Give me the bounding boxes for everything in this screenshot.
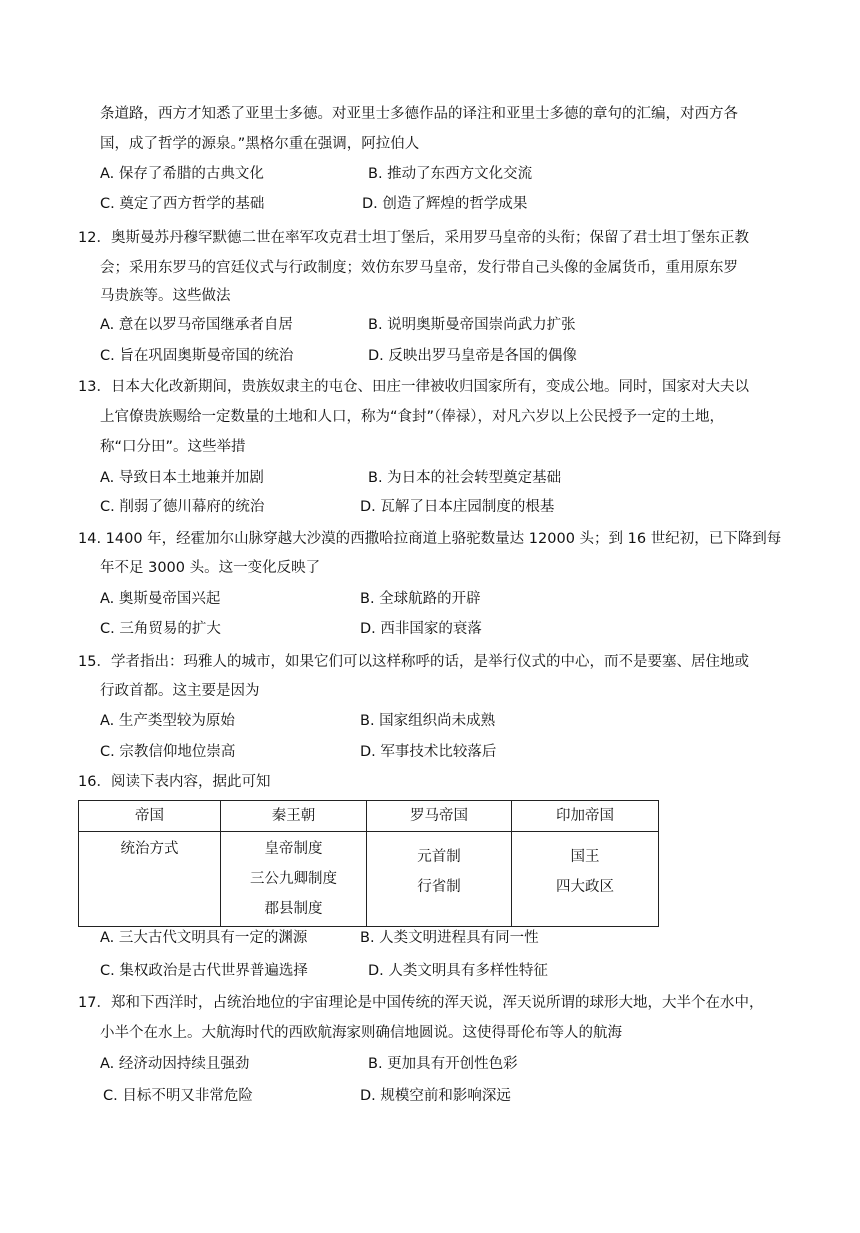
table-row-label bbox=[79, 832, 221, 927]
q14-option-c: C. 三角贸易的扩大 bbox=[100, 621, 221, 637]
q14-option-b: B. 全球航路的开辟 bbox=[360, 591, 481, 607]
q17-option-a: A. 经济动因持续且强劲 bbox=[100, 1056, 250, 1072]
q14-option-a: A. 奥斯曼帝国兴起 bbox=[100, 591, 221, 607]
table-row bbox=[79, 832, 659, 927]
q12-stem-line-1: 12．奥斯曼苏丹穆罕默德二世在率军攻克君士坦丁堡后，采用罗马皇帝的头衔；保留了君士坦丁堡东正教 bbox=[78, 230, 749, 246]
q13-stem-line-3: 称“口分田”。这些举措 bbox=[100, 439, 246, 455]
q17-stem-line-1: 17．郑和下西洋时，占统治地位的宇宙理论是中国传统的浑天说，浑天说所谓的球形大地，大半个在水中， bbox=[78, 995, 764, 1011]
q12-option-c: C. 旨在巩固奥斯曼帝国的统治 bbox=[100, 348, 294, 364]
qin-item: 郡县制度 bbox=[264, 901, 323, 917]
q11-text-line-2: 国，成了哲学的源泉。”黑格尔重在强调，阿拉伯人 bbox=[100, 136, 420, 152]
q13-option-c: C. 削弱了德川幕府的统治 bbox=[100, 499, 265, 515]
q15-stem-line-2: 行政首都。这主要是因为 bbox=[100, 683, 260, 699]
q12-stem-line-3: 马贵族等。这些做法 bbox=[100, 288, 231, 304]
q11-option-c: C. 奠定了西方哲学的基础 bbox=[100, 196, 265, 212]
q13-option-d: D. 瓦解了日本庄园制度的根基 bbox=[360, 499, 555, 515]
table-header-qin: 秦王朝 bbox=[221, 801, 367, 832]
q16-option-c: C. 集权政治是古代世界普遍选择 bbox=[100, 963, 308, 979]
q16-option-a: A. 三大古代文明具有一定的渊源 bbox=[100, 930, 308, 946]
rome-cell bbox=[367, 832, 512, 927]
q17-stem-line-2: 小半个在水上。大航海时代的西欧航海家则确信地圆说。这使得哥伦布等人的航海 bbox=[100, 1025, 622, 1041]
q16-option-b: B. 人类文明进程具有同一性 bbox=[360, 930, 539, 946]
q11-option-a: A. 保存了希腊的古典文化 bbox=[100, 166, 264, 182]
q17-option-d: D. 规模空前和影响深远 bbox=[360, 1088, 511, 1104]
q12-option-a: A. 意在以罗马帝国继承者自居 bbox=[100, 317, 293, 333]
q16-stem-line-1: 16．阅读下表内容，据此可知 bbox=[78, 774, 271, 790]
empire-comparison-table bbox=[78, 800, 659, 927]
q12-option-d: D. 反映出罗马皇帝是各国的偶像 bbox=[368, 348, 577, 364]
inca-cell bbox=[512, 832, 659, 927]
q16-option-d: D. 人类文明具有多样性特征 bbox=[368, 963, 548, 979]
q12-option-b: B. 说明奥斯曼帝国崇尚武力扩张 bbox=[368, 317, 576, 333]
table-header-rome: 罗马帝国 bbox=[367, 801, 512, 832]
q11-text-line-1: 条道路，西方才知悉了亚里士多德。对亚里士多德作品的译注和亚里士多德的章句的汇编，对西方各 bbox=[100, 106, 738, 122]
q17-option-b: B. 更加具有开创性色彩 bbox=[368, 1056, 518, 1072]
inca-item: 四大政区 bbox=[556, 879, 614, 895]
table-header-empire: 帝国 bbox=[79, 801, 221, 832]
rome-item: 元首制 bbox=[417, 849, 461, 865]
q15-option-a: A. 生产类型较为原始 bbox=[100, 713, 235, 729]
rome-item: 行省制 bbox=[417, 879, 461, 895]
q15-option-c: C. 宗教信仰地位崇高 bbox=[100, 744, 236, 760]
q17-option-c: C. 目标不明又非常危险 bbox=[103, 1088, 253, 1104]
qin-item: 三公九卿制度 bbox=[250, 871, 337, 887]
q12-stem-line-2: 会；采用东罗马的宫廷仪式与行政制度；效仿东罗马皇帝，发行带自己头像的金属货币，重用原东罗 bbox=[100, 260, 738, 276]
q15-option-d: D. 军事技术比较落后 bbox=[360, 744, 497, 760]
q13-stem-line-1: 13．日本大化改新期间，贵族奴隶主的屯仓、田庄一律被收归国家所有，变成公地。同时，国家对大夫以 bbox=[78, 379, 749, 395]
q13-option-b: B. 为日本的社会转型奠定基础 bbox=[368, 470, 562, 486]
qin-item: 皇帝制度 bbox=[264, 841, 323, 857]
q11-option-d: D. 创造了辉煌的哲学成果 bbox=[362, 196, 528, 212]
q15-option-b: B. 国家组织尚未成熟 bbox=[360, 713, 496, 729]
q14-option-d: D. 西非国家的衰落 bbox=[360, 621, 482, 637]
q11-option-b: B. 推动了东西方文化交流 bbox=[368, 166, 533, 182]
row-label-text: 统治方式 bbox=[120, 841, 179, 857]
q14-stem-line-1: 14. 1400 年，经霍加尔山脉穿越大沙漠的西撒哈拉商道上骆驼数量达 12000 头；到 16 世纪初，已下降到每 bbox=[78, 531, 782, 547]
q13-stem-line-2: 上官僚贵族赐给一定数量的土地和人口，称为“食封”（俸禄），对凡六岁以上公民授予一定的土地， bbox=[100, 409, 725, 425]
q15-stem-line-1: 15．学者指出：玛雅人的城市，如果它们可以这样称呼的话，是举行仪式的中心，而不是要塞、居住地或 bbox=[78, 654, 749, 670]
table-header-inca: 印加帝国 bbox=[512, 801, 659, 832]
q14-stem-line-2: 年不足 3000 头。这一变化反映了 bbox=[100, 560, 321, 576]
inca-item: 国王 bbox=[570, 849, 600, 865]
q13-option-a: A. 导致日本土地兼并加剧 bbox=[100, 470, 264, 486]
table-header-row bbox=[79, 801, 659, 832]
qin-cell bbox=[221, 832, 367, 927]
